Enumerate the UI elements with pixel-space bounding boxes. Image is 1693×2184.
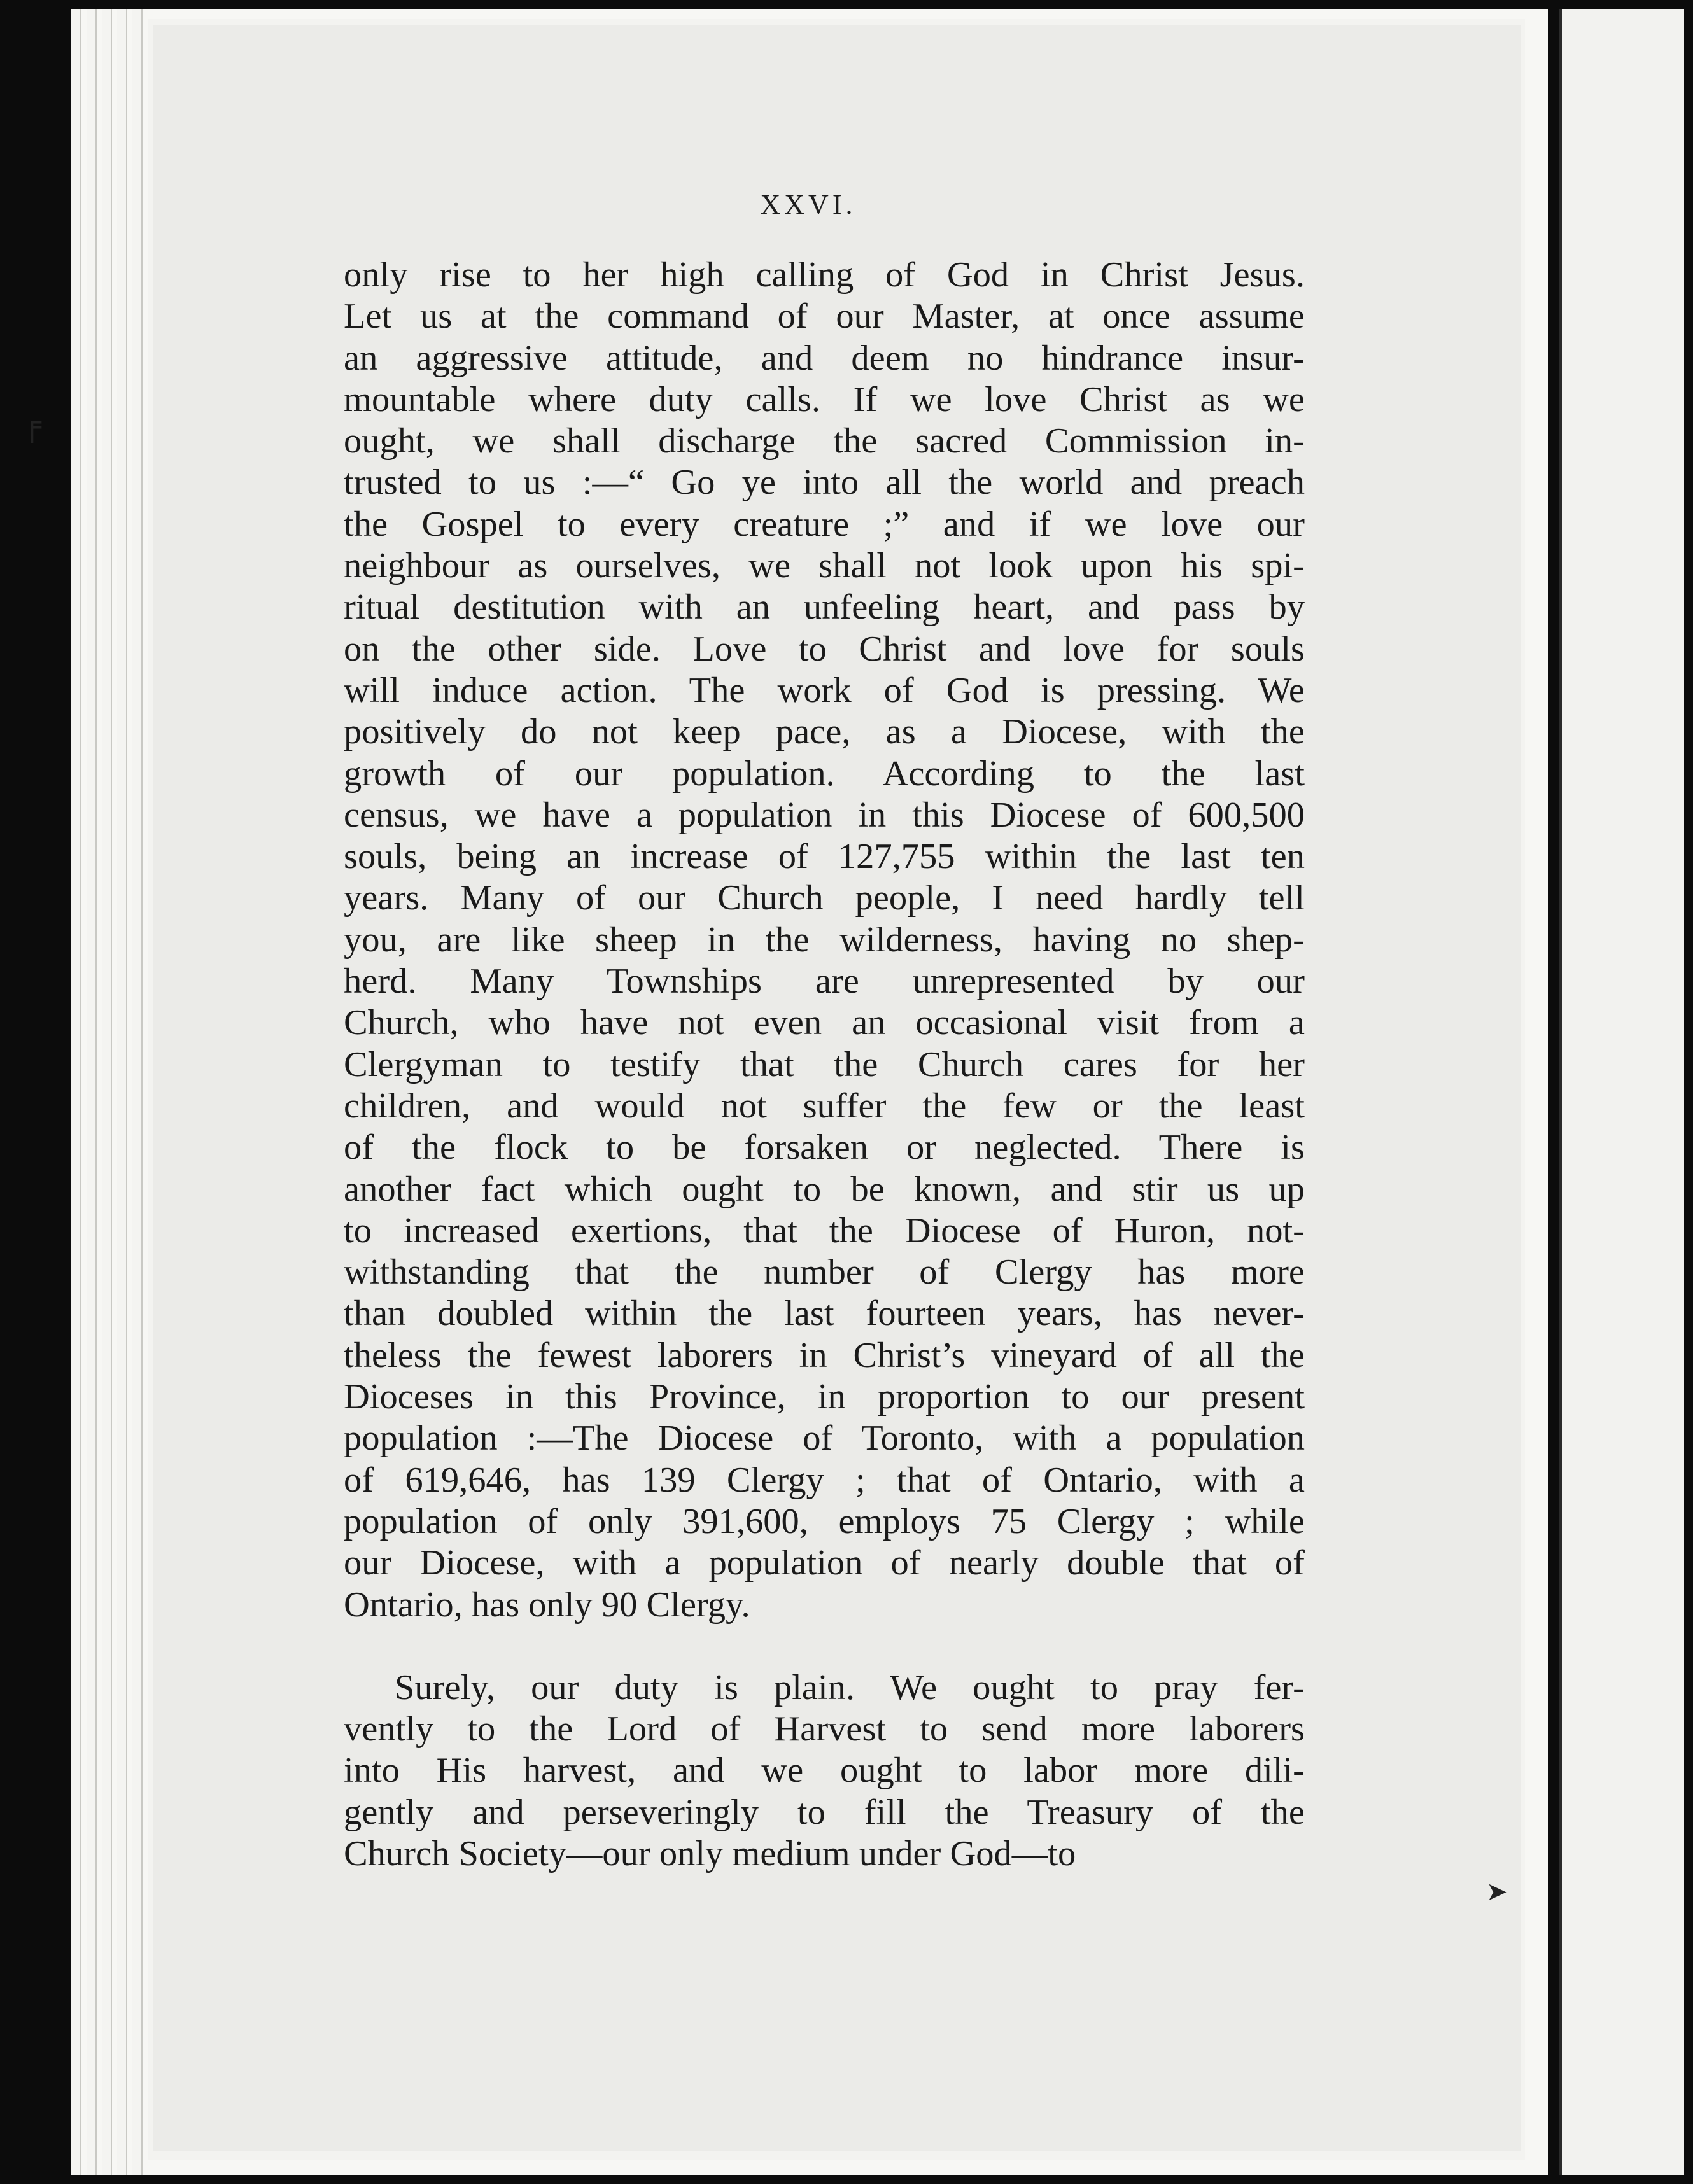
left-margin-mark: ╒ (23, 407, 41, 443)
paragraph-1 (344, 255, 1305, 1626)
text-line: only rise to her high calling of God in Christ Jesus. (344, 255, 1305, 295)
text-line: gently and perseveringly to fill the Treasury of the (344, 1792, 1305, 1832)
text-line: of 619,646, has 139 Clergy ; that of Ontario, with a (344, 1460, 1305, 1500)
text-line: an aggressive attitude, and deem no hindrance insur- (344, 338, 1305, 378)
text-line: withstanding that the number of Clergy has more (344, 1252, 1305, 1292)
text-line: Church Society—our only medium under God—to (344, 1833, 1076, 1873)
text-line: you, are like sheep in the wilderness, having no shep- (344, 920, 1305, 960)
text-line: souls, being an increase of 127,755 within the last ten (344, 837, 1305, 877)
text-line: herd. Many Townships are unrepresented by our (344, 962, 1305, 1002)
text-line: on the other side. Love to Christ and love for souls (344, 629, 1305, 669)
text-line: will induce action. The work of God is pressing. We (344, 670, 1305, 710)
text-line: into His harvest, and we ought to labor more dili- (344, 1751, 1305, 1791)
text-line: Church, who have not even an occasional visit from a (344, 1003, 1305, 1043)
text-line: growth of our population. According to the last (344, 753, 1305, 794)
text-line: vently to the Lord of Harvest to send more laborers (344, 1709, 1305, 1749)
adjacent-page-edge (1559, 9, 1562, 2175)
text-line: Ontario, has only 90 Clergy. (344, 1585, 750, 1625)
text-line: than doubled within the last fourteen years, has never- (344, 1294, 1305, 1334)
text-line: the Gospel to every creature ;” and if we love our (344, 504, 1305, 544)
text-line: Clergyman to testify that the Church cares for her (344, 1044, 1305, 1084)
text-line: ought, we shall discharge the sacred Commission in- (344, 421, 1305, 461)
page-number-header: XXVI. (760, 189, 857, 220)
text-line: to increased exertions, that the Diocese of Huron, not- (344, 1210, 1305, 1250)
text-line: mountable where duty calls. If we love Christ as we (344, 379, 1305, 419)
text-line: Let us at the command of our Master, at once assume (344, 297, 1305, 337)
text-line: of the flock to be forsaken or neglected. There is (344, 1128, 1305, 1168)
adjacent-page (1559, 9, 1684, 2175)
text-line: theless the fewest laborers in Christ’s vineyard of all the (344, 1335, 1305, 1375)
text-line: our Diocese, with a population of nearly double that of (344, 1543, 1305, 1583)
text-line: trusted to us :—“ Go ye into all the world and preach (344, 463, 1305, 503)
text-line: children, and would not suffer the few or the least (344, 1086, 1305, 1126)
body-text (344, 255, 1305, 1875)
right-margin-arrow-icon: ➤ (1486, 1877, 1508, 1907)
text-line: another fact which ought to be known, and stir us up (344, 1169, 1305, 1209)
page-edge-lines (71, 9, 148, 2175)
text-line: population of only 391,600, employs 75 Clergy ; while (344, 1501, 1305, 1541)
text-line: Surely, our duty is plain. We ought to pray fer- (395, 1667, 1305, 1707)
text-line: population :—The Diocese of Toronto, with a population (344, 1418, 1305, 1459)
text-line: positively do not keep pace, as a Diocese, with the (344, 712, 1305, 752)
text-line: years. Many of our Church people, I need hardly tell (344, 878, 1305, 918)
paragraph-2 (344, 1667, 1305, 1875)
text-line: ritual destitution with an unfeeling heart, and pass by (344, 587, 1305, 627)
text-line: Dioceses in this Province, in proportion to our present (344, 1377, 1305, 1417)
text-line: census, we have a population in this Diocese of 600,500 (344, 795, 1305, 835)
text-line: neighbour as ourselves, we shall not look upon his spi- (344, 546, 1305, 586)
